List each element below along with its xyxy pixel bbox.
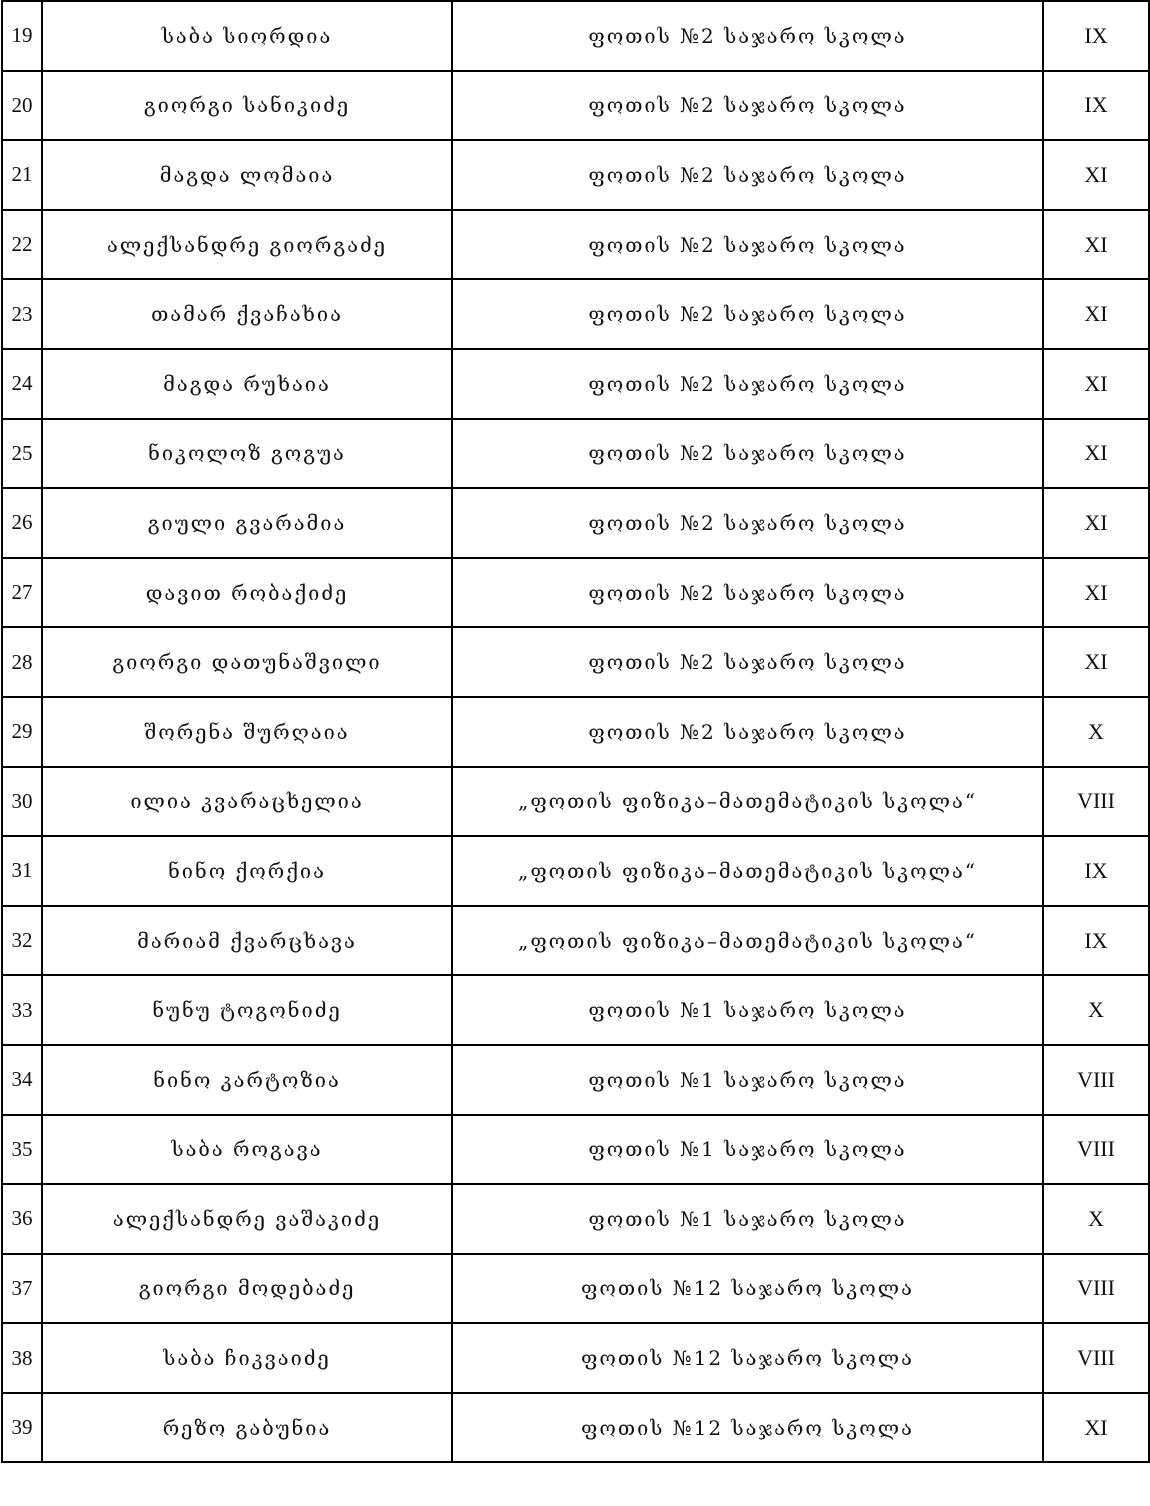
- school-name-cell: „ფოთის ფიზიკა–მათემატიკის სკოლა“: [452, 836, 1043, 906]
- student-name-cell: გიორგი სანიკიძე: [42, 71, 452, 141]
- table-row: [2, 1115, 1149, 1185]
- table-row: [2, 1045, 1149, 1115]
- student-name-cell: მარიამ ქვარცხავა: [42, 906, 452, 976]
- row-number-cell: 22: [2, 210, 42, 280]
- row-number-cell: 27: [2, 558, 42, 628]
- row-number-cell: 26: [2, 488, 42, 558]
- row-number-cell: 37: [2, 1254, 42, 1324]
- grade-cell: IX: [1043, 71, 1149, 141]
- row-number-cell: 32: [2, 906, 42, 976]
- table-row: [2, 488, 1149, 558]
- school-name-cell: ფოთის №2 საჯარო სკოლა: [452, 210, 1043, 280]
- grade-cell: VIII: [1043, 767, 1149, 837]
- school-name-cell: ფოთის №12 საჯარო სკოლა: [452, 1254, 1043, 1324]
- student-name-cell: ილია კვარაცხელია: [42, 767, 452, 837]
- student-name-cell: ნიკოლოზ გოგუა: [42, 419, 452, 489]
- row-number-cell: 36: [2, 1184, 42, 1254]
- grade-cell: VIII: [1043, 1323, 1149, 1393]
- school-name-cell: ფოთის №1 საჯარო სკოლა: [452, 1045, 1043, 1115]
- row-number-cell: 31: [2, 836, 42, 906]
- grade-cell: X: [1043, 697, 1149, 767]
- grade-cell: X: [1043, 975, 1149, 1045]
- table-row: [2, 1184, 1149, 1254]
- school-name-cell: ფოთის №2 საჯარო სკოლა: [452, 349, 1043, 419]
- grade-cell: XI: [1043, 419, 1149, 489]
- row-number-cell: 35: [2, 1115, 42, 1185]
- school-name-cell: ფოთის №12 საჯარო სკოლა: [452, 1323, 1043, 1393]
- row-number-cell: 19: [2, 1, 42, 71]
- table-row: [2, 419, 1149, 489]
- table-row: [2, 697, 1149, 767]
- row-number-cell: 24: [2, 349, 42, 419]
- school-name-cell: ფოთის №2 საჯარო სკოლა: [452, 627, 1043, 697]
- school-name-cell: ფოთის №1 საჯარო სკოლა: [452, 975, 1043, 1045]
- table-row: [2, 1254, 1149, 1324]
- grade-cell: XI: [1043, 210, 1149, 280]
- student-name-cell: ნინო კარტოზია: [42, 1045, 452, 1115]
- row-number-cell: 30: [2, 767, 42, 837]
- grade-cell: XI: [1043, 627, 1149, 697]
- student-name-cell: ნუნუ ტოგონიძე: [42, 975, 452, 1045]
- grade-cell: XI: [1043, 349, 1149, 419]
- school-name-cell: ფოთის №2 საჯარო სკოლა: [452, 71, 1043, 141]
- student-name-cell: მაგდა რუხაია: [42, 349, 452, 419]
- row-number-cell: 20: [2, 71, 42, 141]
- grade-cell: IX: [1043, 836, 1149, 906]
- grade-cell: XI: [1043, 1393, 1149, 1463]
- school-name-cell: ფოთის №1 საჯარო სკოლა: [452, 1184, 1043, 1254]
- student-name-cell: თამარ ქვაჩახია: [42, 279, 452, 349]
- student-name-cell: გიორგი მოდებაძე: [42, 1254, 452, 1324]
- table-row: [2, 1393, 1149, 1463]
- grade-cell: XI: [1043, 279, 1149, 349]
- student-name-cell: საბა როგავა: [42, 1115, 452, 1185]
- row-number-cell: 21: [2, 140, 42, 210]
- school-name-cell: ფოთის №12 საჯარო სკოლა: [452, 1393, 1043, 1463]
- student-name-cell: მაგდა ლომაია: [42, 140, 452, 210]
- school-name-cell: ფოთის №2 საჯარო სკოლა: [452, 279, 1043, 349]
- grade-cell: VIII: [1043, 1115, 1149, 1185]
- table-row: [2, 906, 1149, 976]
- student-name-cell: შორენა შურღაია: [42, 697, 452, 767]
- student-name-cell: გიორგი დათუნაშვილი: [42, 627, 452, 697]
- student-name-cell: საბა სიორდია: [42, 1, 452, 71]
- student-name-cell: საბა ჩიკვაიძე: [42, 1323, 452, 1393]
- row-number-cell: 25: [2, 419, 42, 489]
- grade-cell: XI: [1043, 558, 1149, 628]
- student-name-cell: ნინო ქორქია: [42, 836, 452, 906]
- grade-cell: XI: [1043, 140, 1149, 210]
- school-name-cell: ფოთის №2 საჯარო სკოლა: [452, 140, 1043, 210]
- row-number-cell: 23: [2, 279, 42, 349]
- row-number-cell: 38: [2, 1323, 42, 1393]
- row-number-cell: 28: [2, 627, 42, 697]
- table-row: [2, 71, 1149, 141]
- school-name-cell: ფოთის №1 საჯარო სკოლა: [452, 1115, 1043, 1185]
- school-name-cell: ფოთის №2 საჯარო სკოლა: [452, 488, 1043, 558]
- grade-cell: XI: [1043, 488, 1149, 558]
- student-name-cell: რეზო გაბუნია: [42, 1393, 452, 1463]
- grade-cell: X: [1043, 1184, 1149, 1254]
- grade-cell: IX: [1043, 906, 1149, 976]
- table-row: [2, 1, 1149, 71]
- table-row: [2, 767, 1149, 837]
- grade-cell: IX: [1043, 1, 1149, 71]
- table-row: [2, 140, 1149, 210]
- school-name-cell: „ფოთის ფიზიკა–მათემატიკის სკოლა“: [452, 767, 1043, 837]
- table-row: [2, 349, 1149, 419]
- row-number-cell: 34: [2, 1045, 42, 1115]
- student-name-cell: გიული გვარამია: [42, 488, 452, 558]
- row-number-cell: 39: [2, 1393, 42, 1463]
- student-name-cell: ალექსანდრე ვაშაკიძე: [42, 1184, 452, 1254]
- table-row: [2, 975, 1149, 1045]
- table-row: [2, 558, 1149, 628]
- school-name-cell: ფოთის №2 საჯარო სკოლა: [452, 697, 1043, 767]
- table-row: [2, 1323, 1149, 1393]
- school-name-cell: ფოთის №2 საჯარო სკოლა: [452, 419, 1043, 489]
- school-name-cell: „ფოთის ფიზიკა–მათემატიკის სკოლა“: [452, 906, 1043, 976]
- school-name-cell: ფოთის №2 საჯარო სკოლა: [452, 558, 1043, 628]
- student-name-cell: დავით რობაქიძე: [42, 558, 452, 628]
- participants-table: [1, 0, 1150, 1463]
- table-row: [2, 836, 1149, 906]
- student-name-cell: ალექსანდრე გიორგაძე: [42, 210, 452, 280]
- grade-cell: VIII: [1043, 1254, 1149, 1324]
- participants-table-body: [2, 1, 1149, 1462]
- table-row: [2, 627, 1149, 697]
- table-row: [2, 279, 1149, 349]
- school-name-cell: ფოთის №2 საჯარო სკოლა: [452, 1, 1043, 71]
- grade-cell: VIII: [1043, 1045, 1149, 1115]
- row-number-cell: 29: [2, 697, 42, 767]
- row-number-cell: 33: [2, 975, 42, 1045]
- table-row: [2, 210, 1149, 280]
